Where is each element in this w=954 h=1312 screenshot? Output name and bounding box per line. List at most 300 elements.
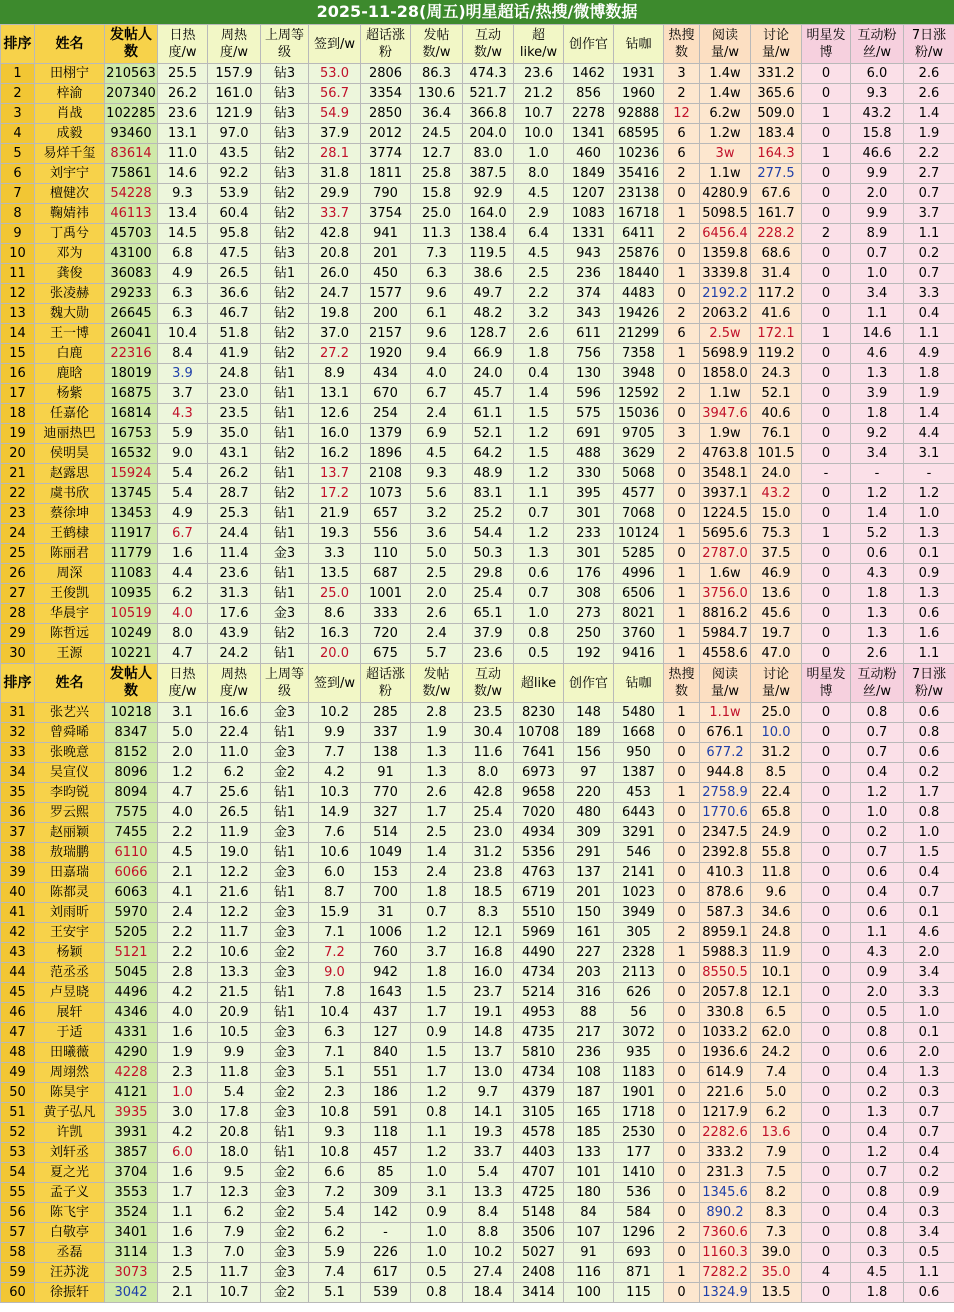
table-cell: 13.3 (463, 1183, 514, 1203)
table-cell: 2.2 (158, 943, 208, 963)
table-cell: 36 (1, 803, 35, 823)
table-cell: 0 (664, 903, 700, 923)
table-cell: 43.1 (208, 444, 261, 464)
table-cell: 9.0 (158, 444, 208, 464)
table-cell: 2057.8 (700, 983, 751, 1003)
table-cell: 7.3 (751, 1223, 802, 1243)
table-cell: 26.2 (158, 84, 208, 104)
table-cell: 2 (664, 923, 700, 943)
table-cell: 677.2 (700, 743, 751, 763)
table-cell: 金3 (261, 1043, 309, 1063)
table-cell: 0.4 (514, 364, 564, 384)
table-cell: 13.6 (751, 584, 802, 604)
table-cell: 374 (564, 284, 614, 304)
table-cell: 31.2 (463, 843, 514, 863)
table-cell: 8816.2 (700, 604, 751, 624)
table-cell: 0 (802, 983, 851, 1003)
table-cell: 田嘉瑞 (35, 863, 105, 883)
table-cell: 7.7 (309, 743, 361, 763)
table-cell: 1.3 (851, 364, 904, 384)
table-cell: 150 (564, 903, 614, 923)
table-cell: 4.5 (158, 843, 208, 863)
table-cell: 133 (564, 1143, 614, 1163)
table-cell: 肖战 (35, 104, 105, 124)
table-cell: 1896 (361, 444, 411, 464)
column-header: 发帖数/w (411, 25, 463, 64)
table-cell: 1023 (614, 883, 664, 903)
table-cell: 75.3 (751, 524, 802, 544)
table-cell: 6066 (105, 863, 158, 883)
table-cell: 3105 (514, 1103, 564, 1123)
table-row (1, 144, 954, 164)
table-cell: 0 (802, 584, 851, 604)
table-cell: 2278 (564, 104, 614, 124)
table-cell: 228.2 (751, 224, 802, 244)
table-cell: 0.9 (904, 1183, 954, 1203)
table-cell: 成毅 (35, 124, 105, 144)
table-cell: 丞磊 (35, 1243, 105, 1263)
column-header: 姓名 (35, 664, 105, 703)
table-cell: 2.2 (158, 923, 208, 943)
table-cell: 3.3 (904, 284, 954, 304)
table-cell: 0.4 (904, 304, 954, 324)
table-cell: 10.8 (309, 1143, 361, 1163)
table-cell: 29 (1, 624, 35, 644)
table-cell: 687 (361, 564, 411, 584)
table-cell: 2108 (361, 464, 411, 484)
table-cell: 23.5 (208, 404, 261, 424)
table-cell: 钻1 (261, 424, 309, 444)
table-cell: 4.0 (411, 364, 463, 384)
table-cell: 183.4 (751, 124, 802, 144)
table-cell: 19.1 (463, 1003, 514, 1023)
table-cell: 6719 (514, 883, 564, 903)
column-header: 热搜数 (664, 664, 700, 703)
table-cell: 33.7 (309, 204, 361, 224)
table-cell: 53.0 (309, 64, 361, 84)
table-cell: 1.3 (411, 763, 463, 783)
table-cell: 9.3 (411, 464, 463, 484)
table-cell: 1.7 (411, 803, 463, 823)
table-cell: 0.1 (904, 544, 954, 564)
table-cell: 金2 (261, 1203, 309, 1223)
table-cell: 185 (564, 1123, 614, 1143)
table-cell: 5.1 (309, 1283, 361, 1303)
table-cell: 2 (664, 84, 700, 104)
table-cell: 1 (664, 204, 700, 224)
table-cell: 5510 (514, 903, 564, 923)
table-cell: 1.1w (700, 703, 751, 723)
table-cell: 1410 (614, 1163, 664, 1183)
table-cell: 944.8 (700, 763, 751, 783)
table-cell: 4.6 (904, 923, 954, 943)
table-cell: 0 (802, 1043, 851, 1063)
table-cell: 0 (802, 164, 851, 184)
table-cell: 13.5 (309, 564, 361, 584)
table-cell: 6.1 (411, 304, 463, 324)
table-cell: 0.4 (851, 883, 904, 903)
table-cell: 10.6 (309, 843, 361, 863)
table-cell: 23.0 (463, 823, 514, 843)
table-cell: 钻2 (261, 144, 309, 164)
table-cell: 25 (1, 544, 35, 564)
table-cell: 8550.5 (700, 963, 751, 983)
table-cell: 周深 (35, 564, 105, 584)
column-header: 上周等级 (261, 664, 309, 703)
table-cell: 0 (802, 943, 851, 963)
table-cell: 0 (802, 344, 851, 364)
table-cell: 7455 (105, 823, 158, 843)
table-cell: 1.1 (904, 324, 954, 344)
table-cell: 1931 (614, 64, 664, 84)
table-row (1, 344, 954, 364)
table-cell: 207340 (105, 84, 158, 104)
table-cell: 24.8 (751, 923, 802, 943)
table-cell: 14.5 (158, 224, 208, 244)
table-cell: 19.8 (309, 304, 361, 324)
table-cell: 2 (664, 444, 700, 464)
table-cell: 4996 (614, 564, 664, 584)
table-cell: 45703 (105, 224, 158, 244)
table-cell: 35.0 (208, 424, 261, 444)
table-cell: 1341 (564, 124, 614, 144)
table-cell: 4.4 (158, 564, 208, 584)
table-cell: 9.7 (463, 1083, 514, 1103)
table-cell: 4 (1, 124, 35, 144)
table-cell: 10.7 (208, 1283, 261, 1303)
table-cell: 5.4 (309, 1203, 361, 1223)
table-cell: 26.0 (309, 264, 361, 284)
table-cell: 6.3 (158, 284, 208, 304)
column-header: 热搜数 (664, 25, 700, 64)
table-cell: 333.2 (700, 1143, 751, 1163)
table-cell: 617 (361, 1263, 411, 1283)
table-cell: 钻3 (261, 64, 309, 84)
table-cell: 116 (564, 1263, 614, 1283)
table-cell: 0.7 (851, 1163, 904, 1183)
table-cell: 0.6 (514, 564, 564, 584)
table-cell: 153 (361, 863, 411, 883)
table-cell: 8.4 (158, 344, 208, 364)
table-cell: 2.2 (158, 823, 208, 843)
table-cell: 46.7 (208, 304, 261, 324)
table-cell: 4.2 (158, 1123, 208, 1143)
table-cell: 4.9 (904, 344, 954, 364)
table-cell: 1.4 (904, 104, 954, 124)
table-cell: 13745 (105, 484, 158, 504)
table-cell: 1849 (564, 164, 614, 184)
table-cell: 1.2 (904, 484, 954, 504)
table-cell: 43.2 (851, 104, 904, 124)
table-cell: 1.7 (411, 1003, 463, 1023)
table-cell: 2.0 (904, 1043, 954, 1063)
table-cell: 1.5 (411, 983, 463, 1003)
table-cell: 16.2 (309, 444, 361, 464)
table-cell: 2.0 (904, 943, 954, 963)
table-cell: 35 (1, 783, 35, 803)
table-row (1, 863, 954, 883)
table-cell: 田曦薇 (35, 1043, 105, 1063)
table-cell: 1.2 (851, 484, 904, 504)
table-cell: 0.7 (904, 1103, 954, 1123)
column-header: 超话涨粉 (361, 25, 411, 64)
table-cell: 596 (564, 384, 614, 404)
table-cell: 16.0 (463, 963, 514, 983)
table-cell: 2.5 (411, 823, 463, 843)
table-cell: 330.8 (700, 1003, 751, 1023)
table-cell: 钻1 (261, 1123, 309, 1143)
table-cell: 331.2 (751, 64, 802, 84)
table-cell: 4496 (105, 983, 158, 1003)
table-cell: 26645 (105, 304, 158, 324)
table-cell: 2.6 (904, 84, 954, 104)
table-cell: 汪苏泷 (35, 1263, 105, 1283)
table-cell: 0 (802, 923, 851, 943)
table-cell: 54.4 (463, 524, 514, 544)
table-cell: 19 (1, 424, 35, 444)
table-cell: 0 (664, 1143, 700, 1163)
table-cell: 38.6 (463, 264, 514, 284)
column-header: 发帖数/w (411, 664, 463, 703)
table-cell: 614.9 (700, 1063, 751, 1083)
table-cell: 0 (802, 424, 851, 444)
table-cell: 17 (1, 384, 35, 404)
table-cell: 0 (664, 404, 700, 424)
table-cell: 1770.6 (700, 803, 751, 823)
table-cell: 2.0 (158, 743, 208, 763)
table-cell: 24.8 (208, 364, 261, 384)
table-cell: 14.8 (463, 1023, 514, 1043)
table-cell: 13.6 (751, 1123, 802, 1143)
table-row (1, 244, 954, 264)
table-cell: 301 (564, 504, 614, 524)
table-cell: 10221 (105, 644, 158, 664)
table-row (1, 364, 954, 384)
table-cell: 46.6 (851, 144, 904, 164)
table-cell: 钻3 (261, 124, 309, 144)
table-cell: 0 (664, 723, 700, 743)
table-row (1, 903, 954, 923)
table-cell: 6.3 (309, 1023, 361, 1043)
table-cell: 0.2 (904, 1163, 954, 1183)
table-cell: 25.5 (158, 64, 208, 84)
table-cell: 7.2 (309, 943, 361, 963)
table-cell: 钻1 (261, 883, 309, 903)
table-cell: 161.0 (208, 84, 261, 104)
table-cell: 6973 (514, 763, 564, 783)
table-cell: 20.8 (309, 244, 361, 264)
table-cell: 6.3 (158, 304, 208, 324)
table-cell: 9658 (514, 783, 564, 803)
table-cell: 4346 (105, 1003, 158, 1023)
table-cell: 0 (664, 983, 700, 1003)
table-cell: 2.6 (411, 783, 463, 803)
table-cell: 钻2 (261, 224, 309, 244)
table-cell: 16753 (105, 424, 158, 444)
table-cell: 12.6 (309, 404, 361, 424)
table-cell: 5.2 (851, 524, 904, 544)
table-cell: 1324.9 (700, 1283, 751, 1303)
table-cell: 4.7 (158, 783, 208, 803)
table-cell: 43.5 (208, 144, 261, 164)
table-cell: 0.4 (851, 1063, 904, 1083)
table-cell: 308 (564, 584, 614, 604)
table-cell: 25.4 (463, 803, 514, 823)
table-cell: 钻3 (261, 84, 309, 104)
column-header: 7日涨粉/w (904, 25, 954, 64)
table-cell: 37 (1, 823, 35, 843)
table-cell: 21.9 (309, 504, 361, 524)
table-cell: 1.0 (904, 823, 954, 843)
table-cell: 410.3 (700, 863, 751, 883)
column-header: 讨论量/w (751, 664, 802, 703)
table-cell: 10.2 (463, 1243, 514, 1263)
table-cell: 387.5 (463, 164, 514, 184)
table-cell: 14.1 (463, 1103, 514, 1123)
table-cell: 6.2 (309, 1223, 361, 1243)
table-cell: 1.4w (700, 64, 751, 84)
table-cell: 4.0 (158, 1003, 208, 1023)
table-cell: 0 (802, 883, 851, 903)
table-cell: 157.9 (208, 64, 261, 84)
table-cell: 1 (664, 1263, 700, 1283)
column-header: 创作官 (564, 664, 614, 703)
table-cell: 9.6 (751, 883, 802, 903)
table-cell: 32 (1, 723, 35, 743)
table-cell: 15.9 (309, 903, 361, 923)
table-cell: 10249 (105, 624, 158, 644)
table-cell: 7.9 (751, 1143, 802, 1163)
table-row (1, 1243, 954, 1263)
table-cell: 19.7 (751, 624, 802, 644)
table-cell: 5.0 (158, 723, 208, 743)
table-cell: 871 (614, 1263, 664, 1283)
table-cell: 11083 (105, 564, 158, 584)
table-cell: 1.0 (851, 803, 904, 823)
table-cell: 3w (700, 144, 751, 164)
table-cell: 7020 (514, 803, 564, 823)
table-cell: 0.5 (514, 644, 564, 664)
column-header: 超话涨粉 (361, 664, 411, 703)
table-cell: 5214 (514, 983, 564, 1003)
table-cell: 101 (564, 1163, 614, 1183)
table-cell: 7 (1, 184, 35, 204)
table-cell: 1.0 (514, 604, 564, 624)
table-row (1, 1003, 954, 1023)
table-cell: 27.4 (463, 1263, 514, 1283)
table-cell: 0.7 (851, 244, 904, 264)
table-cell: 2.9 (514, 204, 564, 224)
table-cell: 24.3 (751, 364, 802, 384)
table-cell: 1.7 (411, 1063, 463, 1083)
table-cell: 0.9 (851, 963, 904, 983)
table-cell: 1.0 (851, 264, 904, 284)
table-cell: 陈飞宇 (35, 1203, 105, 1223)
table-cell: 7.3 (411, 244, 463, 264)
table-cell: 魏大勋 (35, 304, 105, 324)
table-cell: 1359.8 (700, 244, 751, 264)
table-cell: 6443 (614, 803, 664, 823)
table-cell: 0 (664, 823, 700, 843)
table-cell: 76.1 (751, 424, 802, 444)
table-cell: 1 (664, 604, 700, 624)
table-cell: 1 (664, 584, 700, 604)
table-cell: 453 (614, 783, 664, 803)
table-cell: 1.7 (904, 783, 954, 803)
table-cell: 5.9 (158, 424, 208, 444)
table-cell: 0.6 (851, 903, 904, 923)
table-row (1, 604, 954, 624)
table-cell: 0.3 (851, 1243, 904, 1263)
table-cell: 25.0 (411, 204, 463, 224)
table-cell: 23.8 (463, 863, 514, 883)
table-cell: 0.7 (904, 883, 954, 903)
table-row (1, 564, 954, 584)
table-cell: 4290 (105, 1043, 158, 1063)
table-cell: 128.7 (463, 324, 514, 344)
table-cell: 王鹤棣 (35, 524, 105, 544)
table-cell: 92.2 (208, 164, 261, 184)
table-cell: 钻1 (261, 364, 309, 384)
table-cell: 47.5 (208, 244, 261, 264)
table-cell: 16.0 (309, 424, 361, 444)
table-cell: 41.6 (751, 304, 802, 324)
table-cell: 536 (614, 1183, 664, 1203)
table-cell: 3760 (614, 624, 664, 644)
table-cell: 0.6 (851, 1043, 904, 1063)
table-cell: 34 (1, 763, 35, 783)
table-row (1, 1283, 954, 1303)
table-cell: 3042 (105, 1283, 158, 1303)
table-cell: 1331 (564, 224, 614, 244)
table-cell: 31 (1, 703, 35, 723)
table-cell: 0.6 (851, 863, 904, 883)
table-cell: 金3 (261, 963, 309, 983)
table-cell: 12 (1, 284, 35, 304)
table-row (1, 1063, 954, 1083)
table-cell: 王一博 (35, 324, 105, 344)
table-cell: 0.1 (904, 1023, 954, 1043)
table-cell: 0.4 (904, 863, 954, 883)
table-cell: 7358 (614, 344, 664, 364)
table-cell: 2 (664, 384, 700, 404)
table-cell: 5.0 (411, 544, 463, 564)
table-cell: 4.1 (158, 883, 208, 903)
table-cell: 陈哲远 (35, 624, 105, 644)
table-cell: 15036 (614, 404, 664, 424)
table-cell: 85 (361, 1163, 411, 1183)
table-cell: 5.4 (208, 1083, 261, 1103)
table-cell: 金3 (261, 923, 309, 943)
table-cell: 54228 (105, 184, 158, 204)
table-cell: 0 (802, 244, 851, 264)
table-cell: 鞠婧祎 (35, 204, 105, 224)
table-cell: 金3 (261, 823, 309, 843)
table-cell: 2.4 (411, 624, 463, 644)
table-cell: 9.4 (411, 344, 463, 364)
table-cell: 0.9 (904, 564, 954, 584)
table-cell: 20.0 (309, 644, 361, 664)
table-cell: 3.7 (158, 384, 208, 404)
table-cell: 1049 (361, 843, 411, 863)
table-cell: 0.8 (851, 703, 904, 723)
table-cell: 3.7 (411, 943, 463, 963)
table-cell: 6.6 (309, 1163, 361, 1183)
table-cell: 12.1 (463, 923, 514, 943)
table-cell: 657 (361, 504, 411, 524)
table-cell: 敖瑞鹏 (35, 843, 105, 863)
table-cell: - (802, 464, 851, 484)
